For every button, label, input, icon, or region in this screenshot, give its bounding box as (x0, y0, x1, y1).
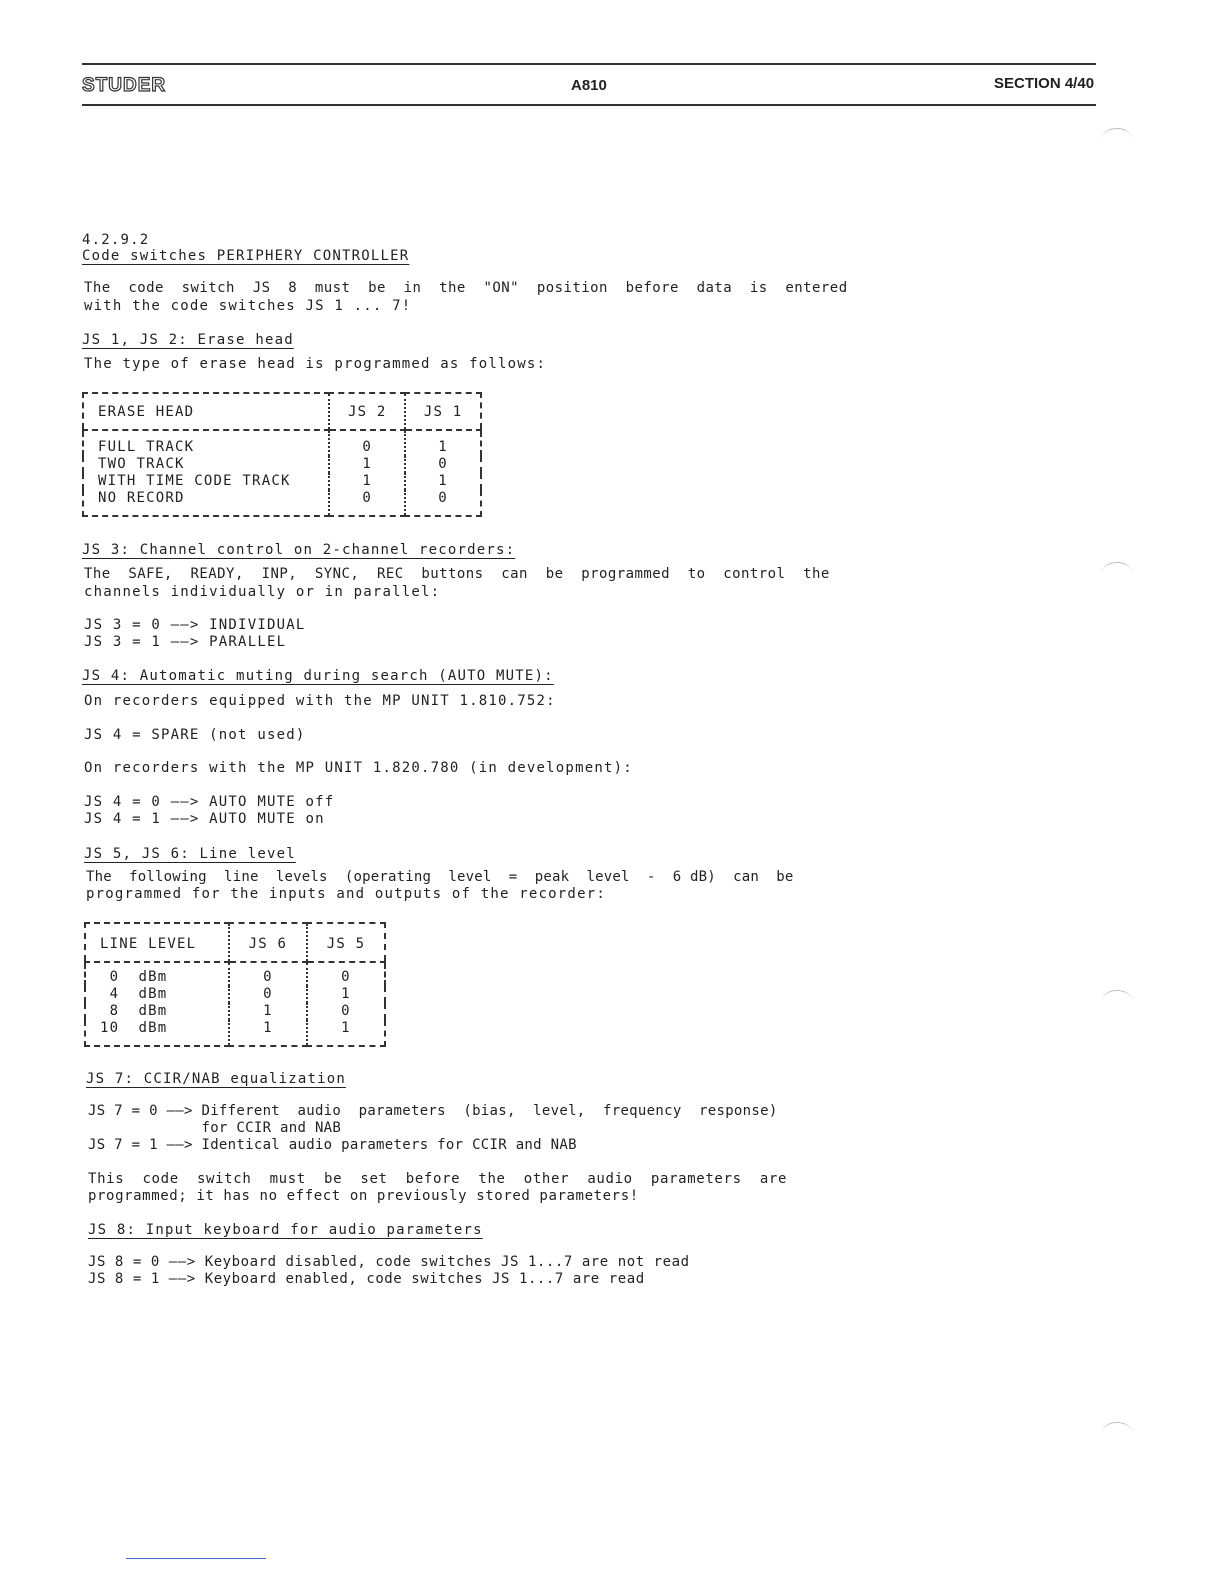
erase-heading: JS 1, JS 2: Erase head (82, 332, 294, 348)
eq-option-1: JS 7 = 1 ——> Identical audio parameters for CCIR and NAB (88, 1137, 577, 1153)
table-row (83, 430, 481, 456)
table-cell: 1 (307, 986, 385, 1003)
line-level-table (84, 922, 386, 1047)
table-cell: 0 (307, 1003, 385, 1020)
mute-option-1: JS 4 = 1 ——> AUTO MUTE on (84, 811, 325, 827)
table-cell: 1 (329, 456, 405, 473)
table-row (83, 473, 481, 490)
table-cell: 8 dBm (100, 1003, 168, 1019)
table-cell: WITH TIME CODE TRACK (98, 473, 291, 489)
table-cell: 1 (405, 473, 481, 490)
table-cell: 1 (405, 430, 481, 456)
channel-line-2: channels individually or in parallel: (84, 584, 441, 600)
table-row (85, 1020, 385, 1046)
erase-head-table (82, 392, 482, 517)
table-header: LINE LEVEL (85, 923, 229, 962)
table-cell: 1 (329, 473, 405, 490)
footer-rule (126, 1558, 266, 1559)
intro-line-2: with the code switches JS 1 ... 7! (84, 298, 412, 314)
section-label: SECTION 4/40 (994, 75, 1095, 92)
keyboard-option-1: JS 8 = 1 ——> Keyboard enabled, code switches JS 1...7 are read (88, 1271, 645, 1287)
table-header: JS 1 (405, 393, 481, 430)
header-bottom-rule (82, 104, 1096, 106)
mute-heading: JS 4: Automatic muting during search (AUTO MUTE): (82, 668, 554, 684)
table-cell: NO RECORD (98, 490, 185, 506)
mute-option-0: JS 4 = 0 ——> AUTO MUTE off (84, 794, 335, 810)
keyboard-option-0: JS 8 = 0 ——> Keyboard disabled, code switches JS 1...7 are not read (88, 1254, 690, 1270)
table-row (85, 986, 385, 1003)
punch-hole-mark (1102, 562, 1132, 583)
eq-note-1: This code switch must be set before the other audio parameters are (88, 1171, 788, 1187)
channel-heading: JS 3: Channel control on 2-channel recorders: (82, 542, 516, 558)
mute-line-2: On recorders with the MP UNIT 1.820.780 (in development): (84, 760, 633, 776)
line-line-1: The following line levels (operating level = peak level - 6 dB) can be (86, 869, 794, 885)
eq-option-0: JS 7 = 0 ——> Different audio parameters (bias, level, frequency response) (88, 1103, 778, 1119)
model-label: A810 (571, 77, 607, 94)
channel-option-0: JS 3 = 0 ——> INDIVIDUAL (84, 617, 306, 633)
line-line-2: programmed for the inputs and outputs of the recorder: (86, 886, 606, 902)
svg-text:STUDER: STUDER (82, 75, 167, 96)
table-cell: 0 (229, 986, 307, 1003)
eq-heading: JS 7: CCIR/NAB equalization (86, 1071, 346, 1087)
table-cell: 0 (405, 490, 481, 516)
table-cell: 0 (307, 962, 385, 986)
table-cell: 0 (329, 490, 405, 516)
table-cell: 0 (229, 962, 307, 986)
table-header: JS 5 (307, 923, 385, 962)
table-row (85, 1003, 385, 1020)
table-cell: 10 dBm (100, 1020, 168, 1036)
keyboard-heading: JS 8: Input keyboard for audio parameters (88, 1222, 483, 1238)
table-cell: 0 dBm (100, 969, 168, 985)
punch-hole-mark (1102, 990, 1132, 1011)
table-header: ERASE HEAD (83, 393, 329, 430)
table-cell: 1 (229, 1003, 307, 1020)
table-header: JS 2 (329, 393, 405, 430)
section-number: 4.2.9.2 (82, 232, 150, 248)
channel-option-1: JS 3 = 1 ——> PARALLEL (84, 634, 287, 650)
channel-line-1: The SAFE, READY, INP, SYNC, REC buttons can be programmed to control the (84, 566, 830, 582)
intro-line-1: The code switch JS 8 must be in the "ON" position before data is entered (84, 280, 848, 296)
table-row (85, 962, 385, 986)
table-cell: TWO TRACK (98, 456, 185, 472)
table-cell: 4 dBm (100, 986, 168, 1002)
table-cell: 0 (329, 430, 405, 456)
mute-line-1: On recorders equipped with the MP UNIT 1.810.752: (84, 693, 556, 709)
table-cell: 1 (307, 1020, 385, 1046)
eq-option-0-cont: for CCIR and NAB (88, 1120, 342, 1136)
punch-hole-mark (1102, 128, 1132, 149)
table-cell: 1 (229, 1020, 307, 1046)
table-cell: FULL TRACK (98, 439, 195, 455)
punch-hole-mark (1102, 1422, 1132, 1443)
header-top-rule (82, 63, 1096, 65)
table-row (83, 490, 481, 516)
table-row (83, 456, 481, 473)
table-header: JS 6 (229, 923, 307, 962)
table-cell: 0 (405, 456, 481, 473)
eq-note-2: programmed; it has no effect on previously stored parameters! (88, 1188, 639, 1204)
brand-logo (82, 74, 178, 100)
line-heading: JS 5, JS 6: Line level (84, 846, 296, 862)
studer-logo-icon (82, 74, 178, 96)
section-title: Code switches PERIPHERY CONTROLLER (82, 248, 410, 264)
erase-text: The type of erase head is programmed as follows: (84, 356, 547, 372)
mute-spare: JS 4 = SPARE (not used) (84, 727, 306, 743)
